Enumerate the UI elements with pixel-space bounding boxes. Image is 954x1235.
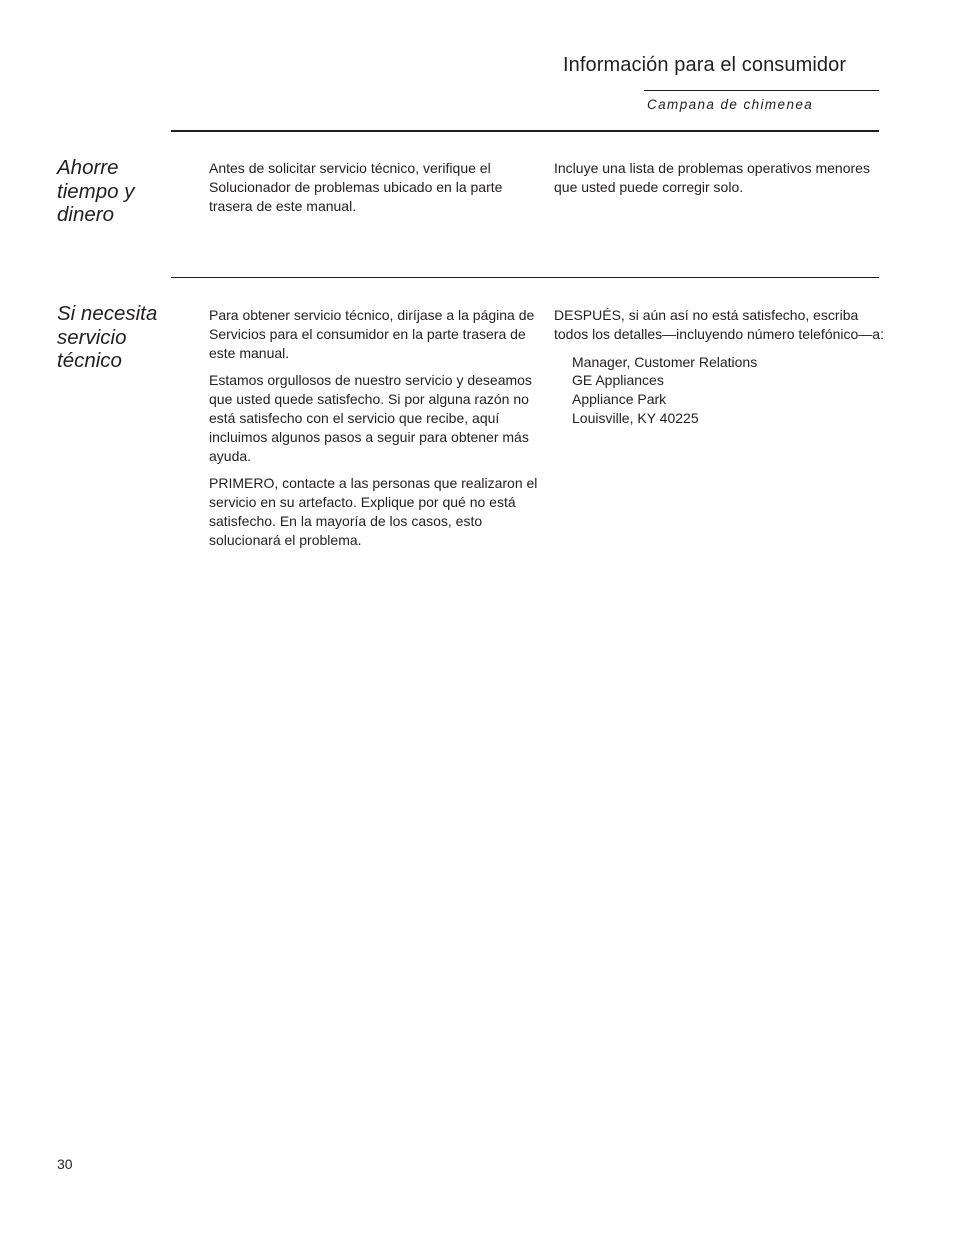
paragraph: DESPUÉS, si aún así no está satisfecho, escriba todos los detalles—incluyendo número telefónico—a:	[554, 307, 884, 342]
mailing-address	[554, 353, 884, 428]
paragraph: PRIMERO, contacte a las personas que realizaron el servicio en su artefacto. Explique por qué no está satisfecho. En la mayoría de los casos, esto solucionará el problema.	[209, 475, 538, 548]
address-line: GE Appliances	[572, 372, 664, 389]
paragraph: Para obtener servicio técnico, diríjase a la página de Servicios para el consumidor en la parte trasera de este manual.	[209, 307, 535, 361]
section-divider-top	[171, 130, 879, 132]
address-line: Appliance Park	[572, 391, 667, 408]
paragraph: Estamos orgullosos de nuestro servicio y deseamos que usted quede satisfecho. Si por alguna razón no está satisfecho con el servicio que recibe, aquí incluimos algunos pasos a seguir para obtener más ayuda.	[209, 372, 532, 464]
header-rule	[644, 90, 879, 91]
page-number: 30	[57, 1156, 73, 1172]
section-1-right-column	[554, 159, 884, 206]
section-heading-save-time: Ahorre tiempo y dinero	[57, 156, 135, 226]
section-2-left-column	[209, 306, 539, 559]
section-divider	[171, 277, 879, 278]
header-title: Información para el consumidor	[563, 54, 847, 76]
paragraph: Incluye una lista de problemas operativos menores que usted puede corregir solo.	[554, 160, 870, 195]
section-2-right-column	[554, 306, 884, 428]
header-subtitle: Campana de chimenea	[647, 97, 814, 112]
address-line: Louisville, KY 40225	[572, 409, 699, 426]
section-heading-need-service: Si necesita servicio técnico	[57, 302, 158, 372]
paragraph: Antes de solicitar servicio técnico, verifique el Solucionador de problemas ubicado en la parte trasera de este manual.	[209, 160, 503, 214]
section-1-left-column	[209, 159, 539, 224]
address-line: Manager, Customer Relations	[572, 353, 758, 370]
